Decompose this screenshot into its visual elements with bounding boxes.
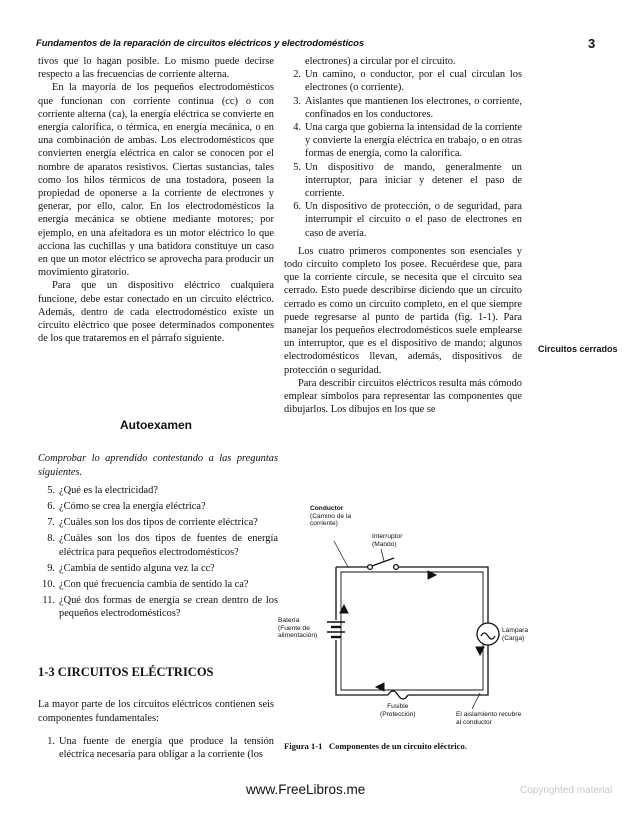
question-item: 11. ¿Qué dos formas de energía se crean dentro de los pequeños electrodomésticos? xyxy=(42,595,278,620)
switch-label: Interruptor (Mando) xyxy=(372,533,403,548)
lamp-symbol xyxy=(477,623,499,645)
section-intro: La mayor parte de los circuitos eléctricos contienen seis componentes fundamentales: xyxy=(38,699,274,724)
fuse-label: Fusible (Protección) xyxy=(380,703,416,718)
lamp-label: Lámpara (Carga) xyxy=(502,627,529,642)
fuse-symbol xyxy=(388,691,408,699)
self-test xyxy=(38,442,278,621)
section-title: 1-3 CIRCUITOS ELÉCTRICOS xyxy=(38,665,214,679)
autoexamen-heading: Autoexamen xyxy=(119,418,193,432)
conductor-leader xyxy=(334,541,348,567)
switch-leader xyxy=(381,549,384,561)
battery-symbol xyxy=(327,622,345,637)
running-header: Fundamentos de la reparación de circuitos eléctricos y electrodomésticos xyxy=(36,38,365,49)
component-item: 6. Un dispositivo de protección, o de seguridad, para interrumpir el circuito o el paso de electrones en caso de avería. xyxy=(293,201,522,239)
right-continuation: electrones) a circular por el circuito. xyxy=(305,56,456,67)
question-item: 7. ¿Cuáles son los dos tipos de corriente eléctrica? xyxy=(47,517,258,529)
component-item: 1. Una fuente de energía que produce la tensión eléctrica necesaria para obligar a la corriente (los xyxy=(47,736,274,761)
left-paragraph-1: tivos que lo hagan posible. Lo mismo puede decirse respecto a las frecuencias de corriente alterna. xyxy=(38,56,274,81)
page-number: 3 xyxy=(588,36,596,51)
conductor-label: Conductor (Camino de la corriente) xyxy=(310,505,352,528)
right-paragraph-2: Para describir circuitos eléctricos resulta más cómodo emplear símbolos para representar las componentes que dibujarlos. Los dibujos en los que se xyxy=(284,377,522,416)
component-item: 5. Un dispositivo de mando, generalmente un interruptor, para iniciar y detener el paso de corriente. xyxy=(293,161,522,200)
insulation-inner xyxy=(341,572,483,690)
right-column xyxy=(284,55,522,416)
figure-caption: Figura 1-1 Componentes de un circuito eléctrico. xyxy=(284,741,467,751)
question-item: 9. ¿Cambia de sentido alguna vez la cc? xyxy=(47,562,215,574)
conductor-outer xyxy=(336,567,488,695)
left-paragraph-3: Para que un dispositivo eléctrico cualquiera funcione, debe estar conectado en un circuito eléctrico. Además, dentro de cada electrodoméstico existe un circuito eléctrico que posee determinados componentes de los que trataremos en el párrafo siguiente. xyxy=(38,280,274,345)
question-item: 8. ¿Cuáles son los dos tipos de fuentes de energía eléctrica para pequeños electrodomésticos? xyxy=(47,533,278,558)
component-item: 4. Una carga que gobierna la intensidad de la corriente y convierte la energía eléctrica en trabajo, o en otras formas de energía, como la calorífica. xyxy=(293,122,522,160)
left-paragraph-2: En la mayoría de los pequeños electrodomésticos que funcionan con corriente continua (cc) o con corriente alterna (ca), la energía eléctrica se convierte en energía calorífica, o térmica, en energía mecánica, o en una combinación de ambas. Los electrodomésticos que convierten energía eléctrica en calor se conocen por el nombre de aparatos resistivos. Ciertas sustancias, tales como los hilos térmicos de una tostadora, poseen la propiedad de oponerse a la corriente de electrones y generar, por ello, calor. En los electrodomésticos la energía mecánica se obtiene mediante motores; por ejemplo, en una afeitadora es un motor eléctrico lo que acciona las cuchillas y una batidora constituye un caso en que un motor eléctrico se aprovecha para producir un movimiento giratorio. xyxy=(38,82,274,279)
component-item: 2. Un camino, o conductor, por el cual circulan los electrones (o corriente). xyxy=(293,69,522,94)
component-item: 3. Aislantes que mantienen los electrones, o corriente, confinados en los conductores. xyxy=(293,95,522,120)
footer-site: www.FreeLibros.me xyxy=(246,782,366,797)
insulation-label: El aislamiento recubre al conductor xyxy=(456,711,522,726)
current-arrows xyxy=(340,571,484,691)
left-column xyxy=(38,55,274,345)
self-test-intro: Comprobar lo aprendido contestando a las preguntas siguientes. xyxy=(38,453,278,478)
battery-label: Batería (Fuente de alimentación) xyxy=(278,617,318,640)
switch-symbol xyxy=(368,558,399,569)
question-item: 10. ¿Con qué frecuencia cambia de sentido la ca? xyxy=(42,579,249,591)
question-item: 6. ¿Cómo se crea la energía eléctrica? xyxy=(47,501,206,512)
section-body xyxy=(38,688,274,762)
right-paragraph-1: Los cuatro primeros componentes son esenciales y todo circuito completo los posee. Recuérdese que, para que la corriente circule, se necesita que el circuito sea cerrado. Esto puede describirse diciendo que un circuito cerrado es como un circuito completo, en el que siempre puede regresarse al punto de partida (fig. 1-1). Para manejar los pequeños electrodomésticos suele emplearse un interruptor, que es el dispositivo de mando; algunos electrodomésticos llevan, además, dispositivos de protección o seguridad. xyxy=(284,245,522,376)
copyright-watermark: Copyrighted material xyxy=(520,785,613,796)
circuit-figure xyxy=(276,505,529,745)
margin-note: Circuitos cerrados xyxy=(538,344,618,354)
question-item: 5. ¿Qué es la electricidad? xyxy=(47,484,158,496)
